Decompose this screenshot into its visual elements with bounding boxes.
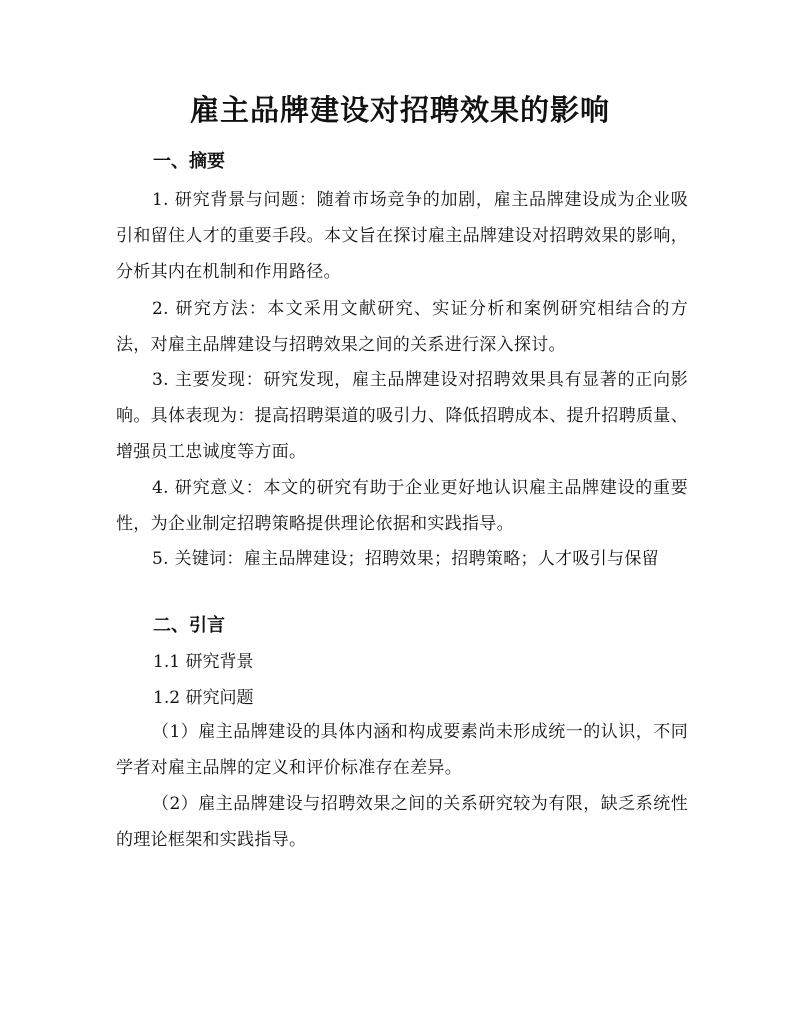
abstract-paragraph-3: 3. 主要发现：研究发现，雇主品牌建设对招聘效果具有显著的正向影响。具体表现为：提高招聘渠道的吸引力、降低招聘成本、提升招聘质量、增强员工忠诚度等方面。 xyxy=(116,370,688,462)
section-heading-abstract: 一、摘要 xyxy=(153,151,225,172)
document-title: 雇主品牌建设对招聘效果的影响 xyxy=(189,93,610,127)
abstract-paragraph-5: 5. 关键词：雇主品牌建设；招聘效果；招聘策略；人才吸引与保留 xyxy=(152,549,659,569)
section-heading-introduction: 二、引言 xyxy=(153,615,225,636)
subsection-heading-background: 1.1 研究背景 xyxy=(153,652,254,672)
abstract-paragraph-2: 2. 研究方法：本文采用文献研究、实证分析和案例研究相结合的方法，对雇主品牌建设与招聘效果之间的关系进行深入探讨。 xyxy=(116,299,688,355)
question-item-2: （2）雇主品牌建设与招聘效果之间的关系研究较为有限，缺乏系统性的理论框架和实践指导。 xyxy=(116,794,688,850)
subsection-heading-question: 1.2 研究问题 xyxy=(153,688,254,708)
abstract-paragraph-1: 1. 研究背景与问题：随着市场竞争的加剧，雇主品牌建设成为企业吸引和留住人才的重要手段。本文旨在探讨雇主品牌建设对招聘效果的影响，分析其内在机制和作用路径。 xyxy=(116,190,688,282)
question-item-1: （1）雇主品牌建设的具体内涵和构成要素尚未形成统一的认识，不同学者对雇主品牌的定义和评价标准存在差异。 xyxy=(116,722,688,778)
abstract-paragraph-4: 4. 研究意义：本文的研究有助于企业更好地认识雇主品牌建设的重要性，为企业制定招聘策略提供理论依据和实践指导。 xyxy=(116,478,688,534)
